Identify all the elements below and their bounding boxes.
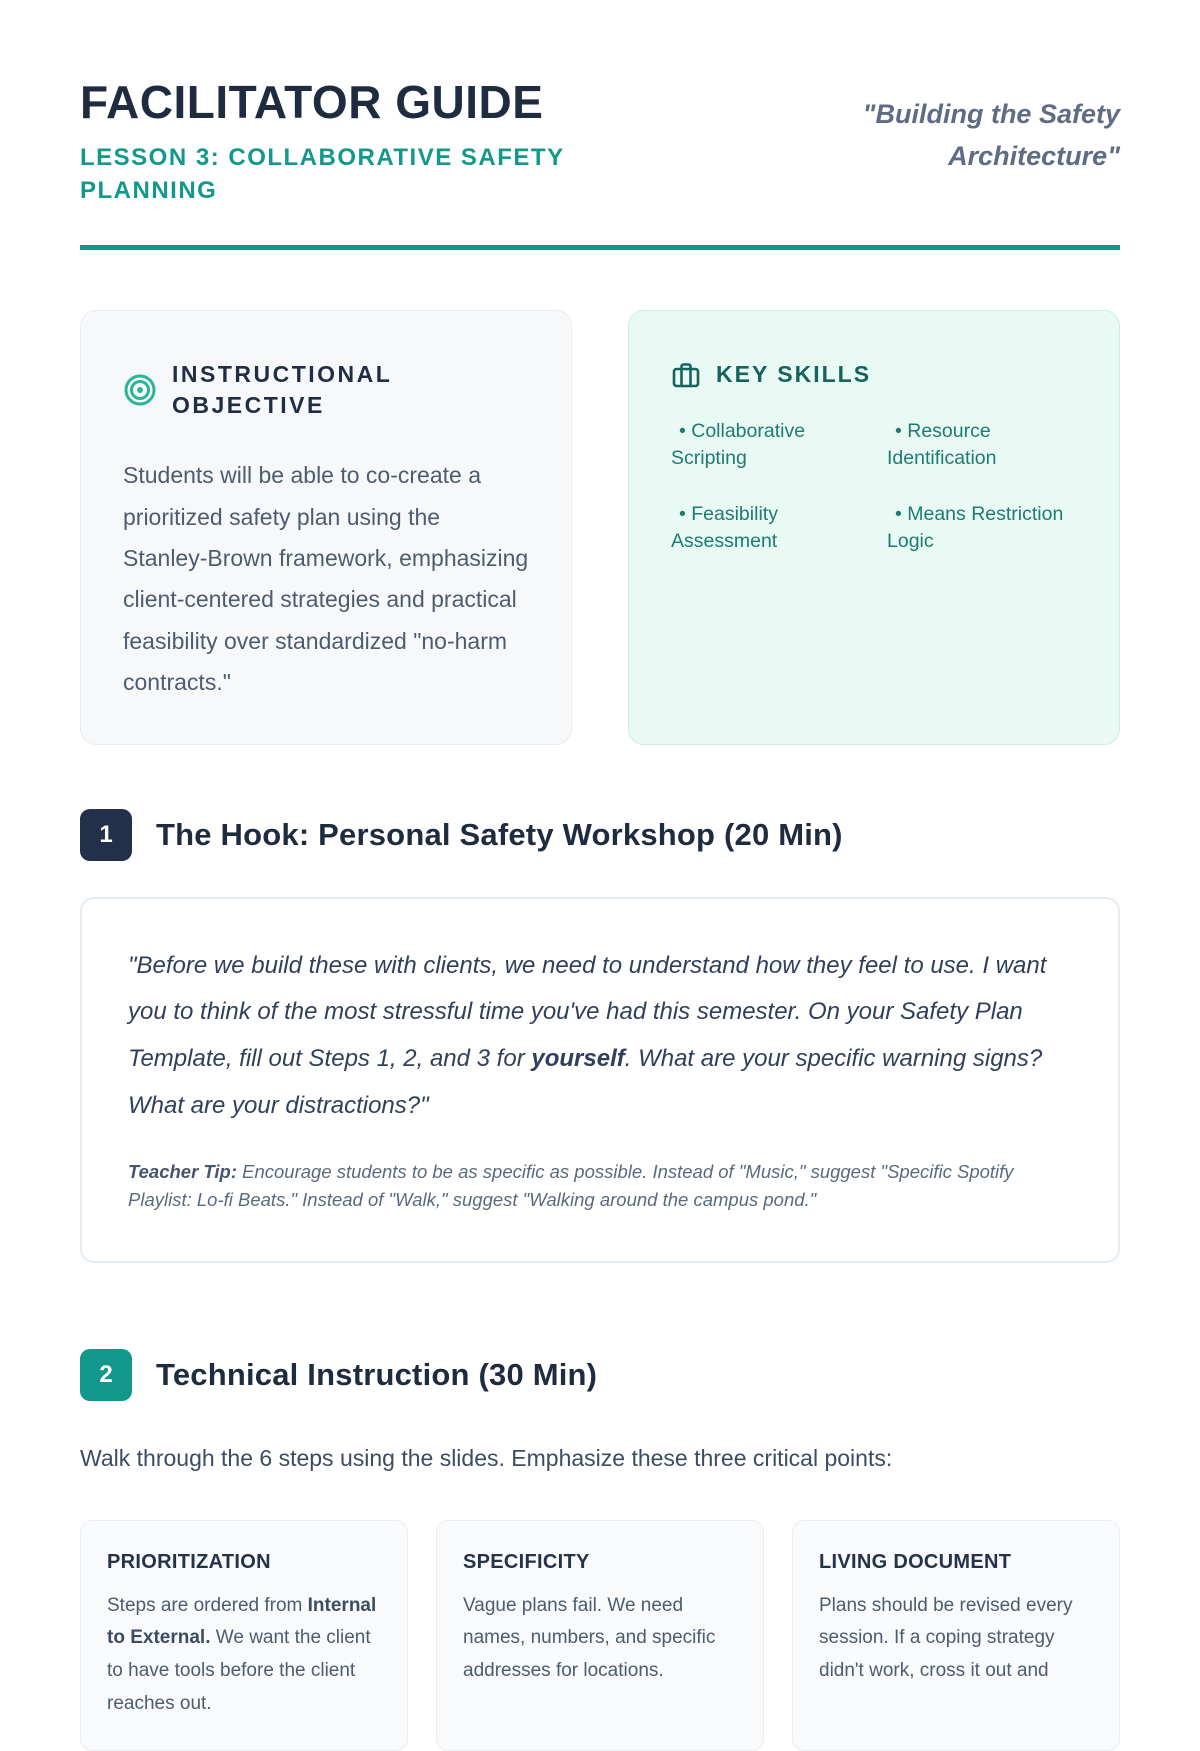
skills-card-title: KEY SKILLS	[716, 361, 872, 388]
skills-card-header	[671, 359, 1077, 390]
header-tagline: "Building the Safety Architecture"	[862, 99, 1120, 171]
specificity-body-text: Vague plans fail. We need names, numbers, and specific addresses for locations.	[463, 1594, 716, 1681]
top-cards-row	[80, 310, 1120, 744]
objective-card-body: Students will be able to co-create a prioritized safety plan using the Stanley-Brown framework, emphasizing client-centered strategies and practical feasibility over standardized "no-harm contracts."	[123, 462, 529, 696]
target-icon	[123, 373, 157, 407]
section-2-number-badge: 2	[80, 1349, 132, 1401]
prioritization-body-pre: Steps are ordered from	[107, 1594, 308, 1616]
critical-points-row	[80, 1520, 1120, 1751]
objective-card-header	[123, 359, 529, 421]
objective-card-title: INSTRUCTIONAL OBJECTIVE	[172, 361, 392, 419]
skill-item: • Means Restriction Logic	[887, 502, 1064, 553]
page-title: FACILITATOR GUIDE	[80, 76, 544, 128]
prioritization-card	[80, 1520, 408, 1751]
hook-quote-pre: "Before we build these with clients, we need to understand how they feel to use. I want you to think of the most stressful time you've had this semester. On your Safety Plan Template, fill out Steps 1, 2, and 3 for	[128, 951, 1047, 1073]
living-document-card	[792, 1520, 1120, 1751]
hook-quote-bold: yourself	[531, 1045, 625, 1073]
specificity-body	[463, 1590, 737, 1688]
teacher-tip-text: Encourage students to be as specific as possible. Instead of "Music," suggest "Specific Spotify Playlist: Lo-fi Beats." Instead of "Walk," suggest "Walking around the campus pond."	[128, 1160, 1014, 1211]
skill-item: • Resource Identification	[887, 420, 997, 470]
section-2-header	[80, 1349, 1120, 1401]
living-document-title: LIVING DOCUMENT	[819, 1550, 1012, 1573]
lesson-subtitle: LESSON 3: COLLABORATIVE SAFETY PLANNING	[80, 144, 565, 204]
prioritization-body	[107, 1590, 381, 1721]
instructional-objective-card	[80, 310, 572, 744]
briefcase-icon	[671, 360, 701, 390]
key-skills-card	[628, 310, 1120, 744]
skills-list	[671, 418, 1077, 555]
instruction-intro: Walk through the 6 steps using the slides. Emphasize these three critical points:	[80, 1445, 893, 1472]
hook-quote-post: . What are your specific warning signs? What are your distractions?"	[128, 1045, 1043, 1119]
divider-rule	[80, 245, 1120, 250]
section-1-number-badge: 1	[80, 809, 132, 861]
living-document-body	[819, 1590, 1093, 1688]
prioritization-body-bold: Internal to External.	[107, 1594, 377, 1649]
skill-item: • Collaborative Scripting	[671, 420, 806, 470]
section-2-title: Technical Instruction (30 Min)	[156, 1357, 598, 1393]
skill-item: • Feasibility Assessment	[671, 502, 778, 553]
teacher-tip	[128, 1158, 1072, 1215]
prioritization-body-post: We want the client to have tools before the client reaches out.	[107, 1627, 371, 1714]
living-document-body-text: Plans should be revised every session. If a coping strategy didn't work, cross it out and	[819, 1594, 1073, 1681]
teacher-tip-label: Teacher Tip:	[128, 1160, 237, 1182]
section-1-title: The Hook: Personal Safety Workshop (20 Min)	[156, 816, 843, 852]
header-left	[80, 78, 640, 207]
specificity-title: SPECIFICITY	[463, 1550, 590, 1573]
section-1-header	[80, 809, 1120, 861]
prioritization-title: PRIORITIZATION	[107, 1550, 271, 1573]
hook-quote-box	[80, 897, 1120, 1264]
hook-quote	[128, 943, 1072, 1130]
specificity-card	[436, 1520, 764, 1751]
header	[80, 78, 1120, 207]
